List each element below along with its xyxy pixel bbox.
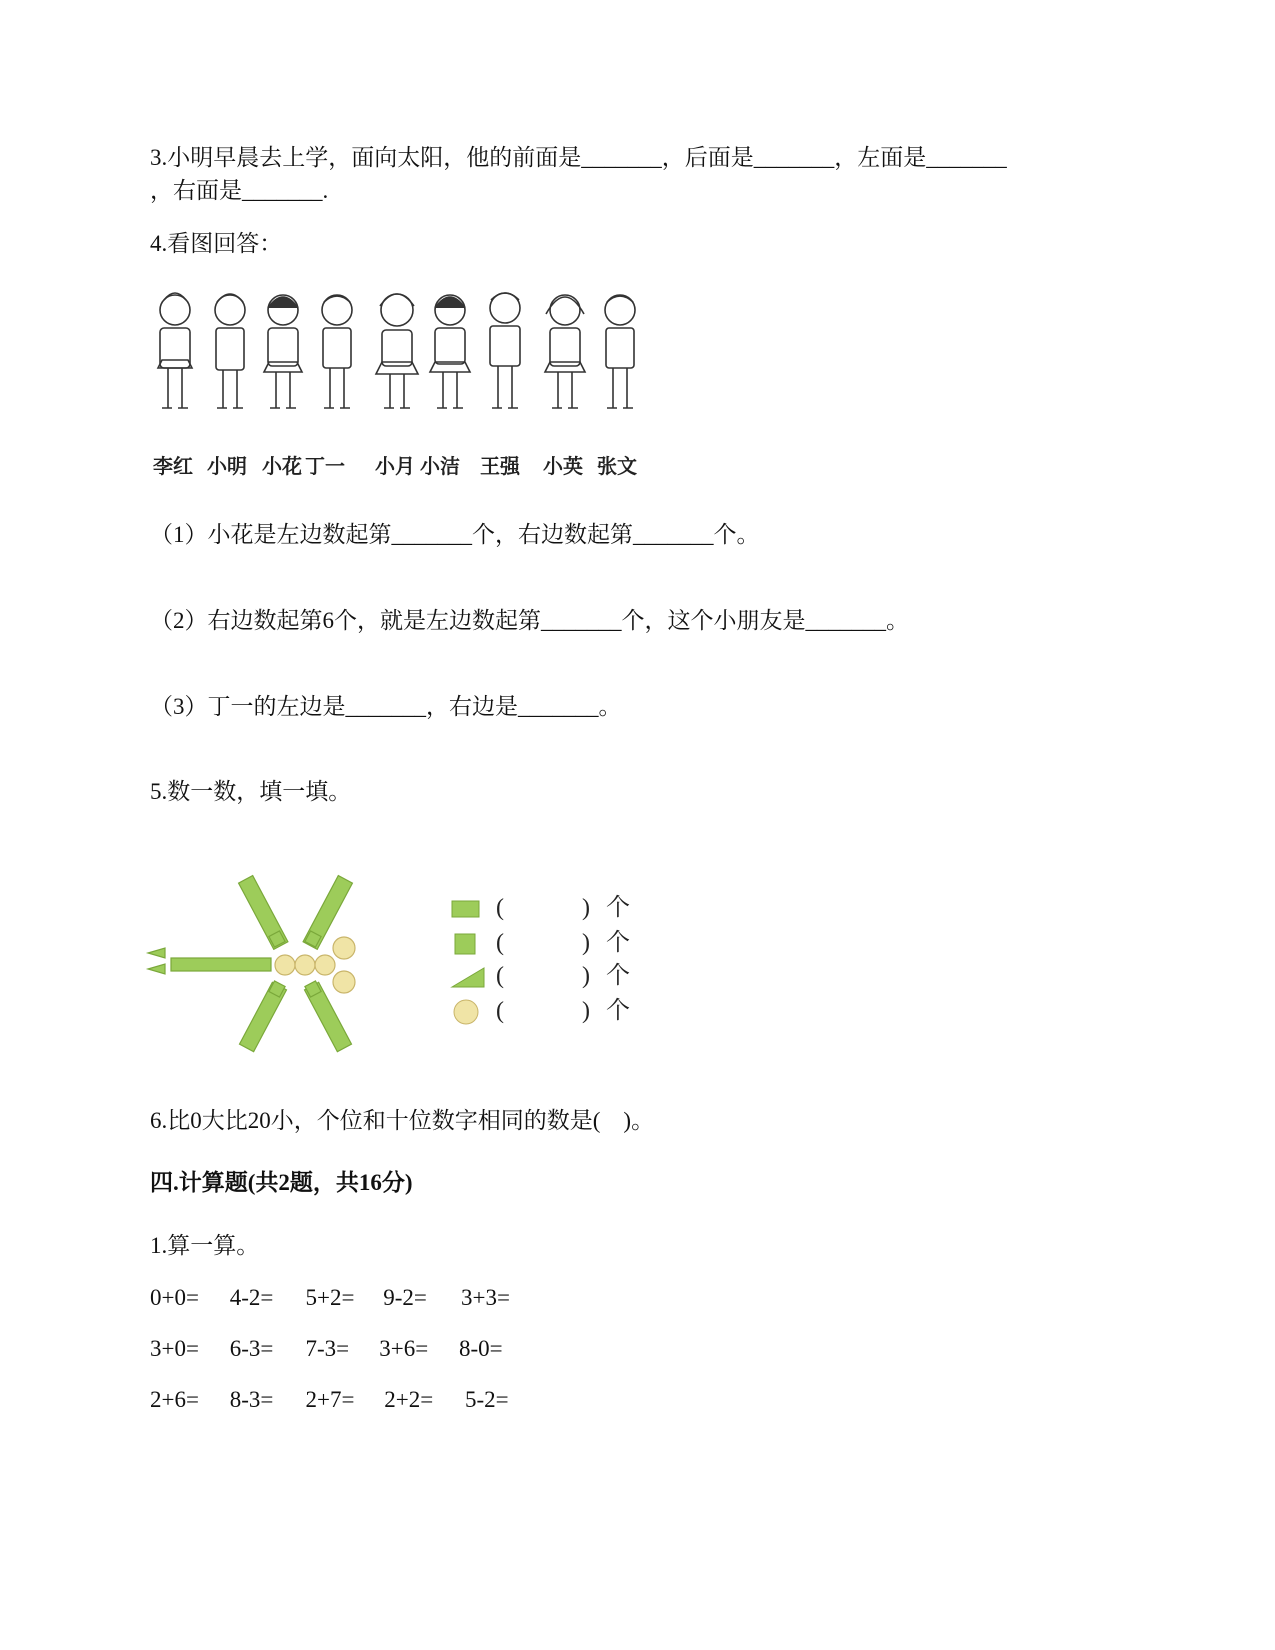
name-label: 小洁: [420, 454, 460, 478]
child-figure: [264, 295, 302, 408]
close-paren: ): [582, 895, 590, 921]
count-row: [450, 922, 630, 957]
count-row: [450, 887, 630, 922]
calc-item: 0+0=: [150, 1285, 199, 1310]
shape-rocket-figure: [145, 870, 375, 1060]
close-paren: ): [582, 930, 590, 956]
child-figure: [215, 294, 245, 408]
count-row: [450, 955, 630, 990]
rectangle-icon: [450, 897, 482, 921]
child-figure: [545, 295, 585, 408]
square-icon: [450, 932, 482, 956]
calc-item: 3+0=: [150, 1336, 199, 1361]
name-label: 小花: [262, 454, 302, 478]
child-figure: [376, 294, 418, 408]
close-paren: ): [582, 963, 590, 989]
calc-item: 2+2=: [384, 1387, 434, 1412]
shape-rocket-illustration: [145, 870, 375, 1060]
calc-item: 3+3=: [461, 1285, 510, 1310]
calc-row: [150, 1334, 503, 1364]
open-paren: (: [496, 930, 504, 956]
q3-line1: 3.小明早晨去上学，面向太阳，他的前面是_______，后面是_______，左面是_______: [150, 145, 1007, 170]
child-figure: [430, 295, 470, 408]
calc-item: 2+7=: [305, 1387, 355, 1412]
name-label: 李红: [153, 454, 193, 478]
name-label: 张文: [597, 454, 637, 478]
child-figure: [490, 293, 520, 408]
open-paren: (: [496, 998, 504, 1024]
open-paren: (: [496, 895, 504, 921]
q4-sub2: （2）右边数起第6个，就是左边数起第_______个，这个小朋友是_______。: [150, 608, 909, 633]
calc-item: 4-2=: [229, 1285, 274, 1310]
unit-label: 个: [606, 895, 630, 921]
name-label: 小月: [375, 454, 415, 478]
unit-label: 个: [606, 930, 630, 956]
unit-label: 个: [606, 998, 630, 1024]
close-paren: ): [582, 998, 590, 1024]
section-heading: 四.计算题(共2题，共16分): [150, 1170, 413, 1195]
calc-item: 8-3=: [229, 1387, 274, 1412]
unit-label: 个: [606, 963, 630, 989]
name-label: 小明: [207, 454, 247, 478]
q3-line2: ，右面是_______.: [150, 178, 329, 203]
calc-item: 9-2=: [383, 1285, 427, 1310]
q6-text: 6.比0大比20小，个位和十位数字相同的数是( )。: [150, 1108, 655, 1133]
calc-item: 6-3=: [229, 1336, 274, 1361]
triangle-icon: [450, 964, 486, 990]
calc-row: [150, 1283, 510, 1313]
children-illustration: [150, 280, 660, 430]
q5-title: 5.数一数，填一填。: [150, 779, 352, 804]
q4-sub1: （1）小花是左边数起第_______个，右边数起第_______个。: [150, 522, 760, 547]
name-label: 小英: [543, 454, 583, 478]
calc-row: [150, 1385, 509, 1415]
calc-item: 2+6=: [150, 1387, 199, 1412]
name-label: 王强: [480, 454, 520, 478]
q4-title: 4.看图回答：: [150, 231, 283, 256]
calc-item: 5+2=: [305, 1285, 355, 1310]
calc-title: 1.算一算。: [150, 1233, 260, 1258]
calc-item: 3+6=: [379, 1336, 429, 1361]
child-figure: [322, 295, 352, 408]
name-label: 丁一: [305, 454, 345, 478]
circle-icon: [450, 998, 482, 1026]
open-paren: (: [496, 963, 504, 989]
q4-sub3: （3）丁一的左边是_______，右边是_______。: [150, 694, 622, 719]
child-figure: [605, 295, 635, 408]
child-figure: [158, 293, 192, 408]
count-row: [450, 990, 630, 1026]
calc-item: 8-0=: [459, 1336, 503, 1361]
calc-item: 5-2=: [465, 1387, 509, 1412]
calc-item: 7-3=: [305, 1336, 350, 1361]
